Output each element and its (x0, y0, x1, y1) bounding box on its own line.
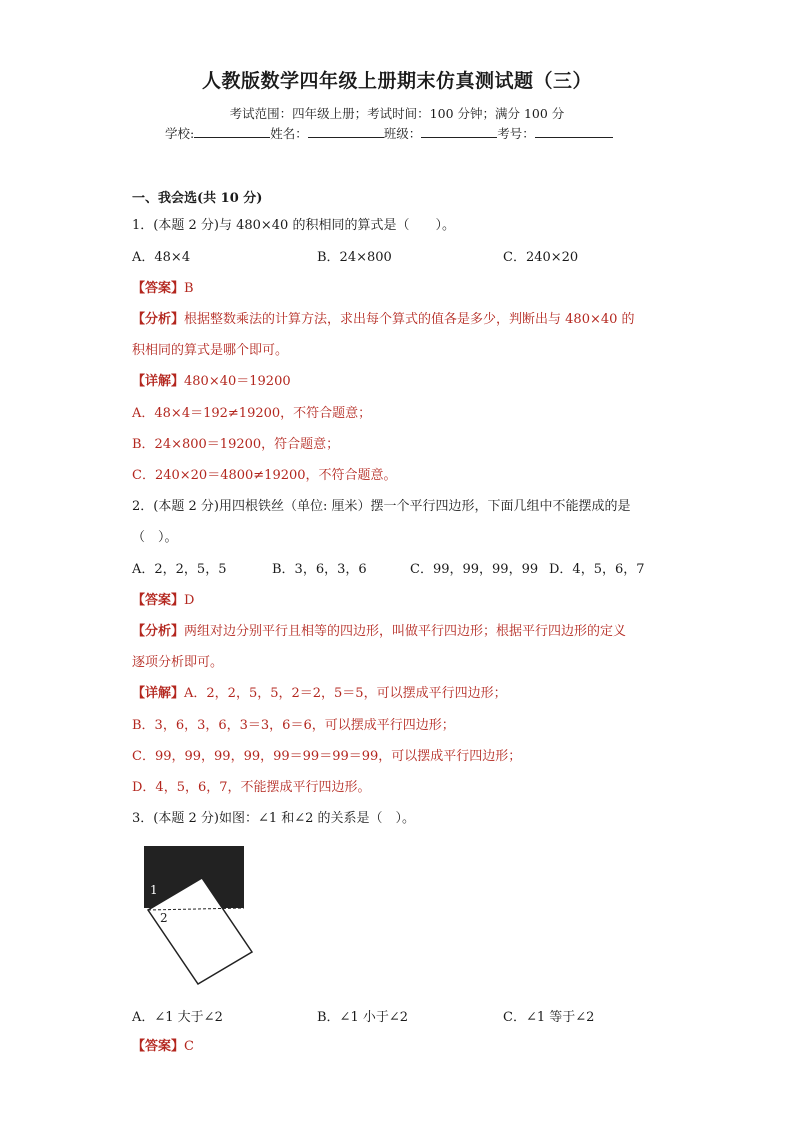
school-label: 学校: (165, 126, 195, 141)
answer-value: D (184, 593, 195, 608)
answer-tag: 【答案】 (132, 1039, 185, 1054)
q2-detail-b: B．3，6，3，6，3＝3，6＝6，可以摆成平行四边形； (132, 718, 455, 733)
exam-subtitle: 考试范围：四年级上册；考试时间：100 分钟；满分 100 分 (229, 106, 565, 121)
q1-answer (132, 277, 194, 296)
analysis-text: 两组对边分别平行且相等的四边形，叫做平行四边形；根据平行四边形的定义 (184, 624, 627, 639)
q1-detail (132, 370, 291, 389)
student-info (165, 124, 613, 142)
q3-option-c: C．∠1 等于∠2 (503, 1010, 595, 1025)
analysis-tag: 【分析】 (132, 624, 185, 639)
q2-option-d: D．4，5，6，7 (549, 562, 645, 577)
q2-stem: 2．(本题 2 分)用四根铁丝（单位: 厘米）摆一个平行四边形，下面几组中不能摆成的是 (132, 499, 631, 514)
detail-text: 480×40＝19200 (184, 374, 291, 389)
class-label: 班级： (383, 126, 422, 141)
answer-tag: 【答案】 (132, 593, 185, 608)
q3-option-a: A．∠1 大于∠2 (132, 1010, 223, 1025)
q2-stem-cont: （ ）。 (132, 530, 178, 545)
detail-tag: 【详解】 (132, 686, 185, 701)
id-label: 考号： (497, 126, 535, 141)
q2-detail-c: C．99，99，99，99，99＝99＝99＝99，可以摆成平行四边形； (132, 749, 522, 764)
q2-detail-d: D．4，5，6，7，不能摆成平行四边形。 (132, 780, 371, 795)
detail-text: A．2，2，5，5，2＝2，5＝5，可以摆成平行四边形； (184, 686, 507, 701)
angle-figure (140, 842, 260, 992)
q1-stem: 1．(本题 2 分)与 480×40 的积相同的算式是（ ）。 (132, 218, 455, 233)
q2-option-a: A．2，2，5，5 (132, 562, 227, 577)
id-blank[interactable] (535, 125, 613, 138)
q2-answer (132, 589, 194, 608)
q1-option-c: C．240×20 (503, 250, 579, 265)
name-label: 姓名： (270, 126, 308, 141)
angle-1-label: 1 (150, 883, 158, 897)
section-heading: 一、我会选(共 10 分) (132, 191, 263, 206)
q1-option-a: A．48×4 (132, 250, 191, 265)
q2-option-b: B．3，6，3，6 (272, 562, 367, 577)
q1-analysis-cont: 积相同的算式是哪个即可。 (132, 343, 289, 358)
analysis-tag: 【分析】 (132, 312, 185, 327)
class-blank[interactable] (421, 125, 497, 138)
q3-option-b: B．∠1 小于∠2 (317, 1010, 409, 1025)
q1-detail-a: A．48×4＝192≠19200，不符合题意； (132, 406, 372, 421)
q2-analysis-cont: 逐项分析即可。 (132, 655, 224, 670)
angle-2-label: 2 (160, 911, 168, 925)
q1-option-b: B．24×800 (317, 250, 392, 265)
q2-analysis (132, 620, 626, 639)
school-blank[interactable] (194, 125, 270, 138)
q3-answer (132, 1035, 194, 1054)
answer-value: C (184, 1039, 194, 1054)
analysis-text: 根据整数乘法的计算方法，求出每个算式的值各是多少，判断出与 480×40 的 (184, 312, 635, 327)
q2-detail (132, 682, 507, 701)
q3-stem: 3．(本题 2 分)如图：∠1 和∠2 的关系是（ ）。 (132, 811, 416, 826)
answer-tag: 【答案】 (132, 281, 185, 296)
detail-tag: 【详解】 (132, 374, 185, 389)
q1-detail-b: B．24×800＝19200，符合题意； (132, 437, 340, 452)
answer-value: B (184, 281, 194, 296)
name-blank[interactable] (308, 125, 384, 138)
q1-analysis (132, 308, 635, 327)
q2-option-c: C．99，99，99，99 (410, 562, 539, 577)
q1-detail-c: C．240×20＝4800≠19200，不符合题意。 (132, 468, 397, 483)
exam-title: 人教版数学四年级上册期末仿真测试题（三） (201, 70, 592, 92)
